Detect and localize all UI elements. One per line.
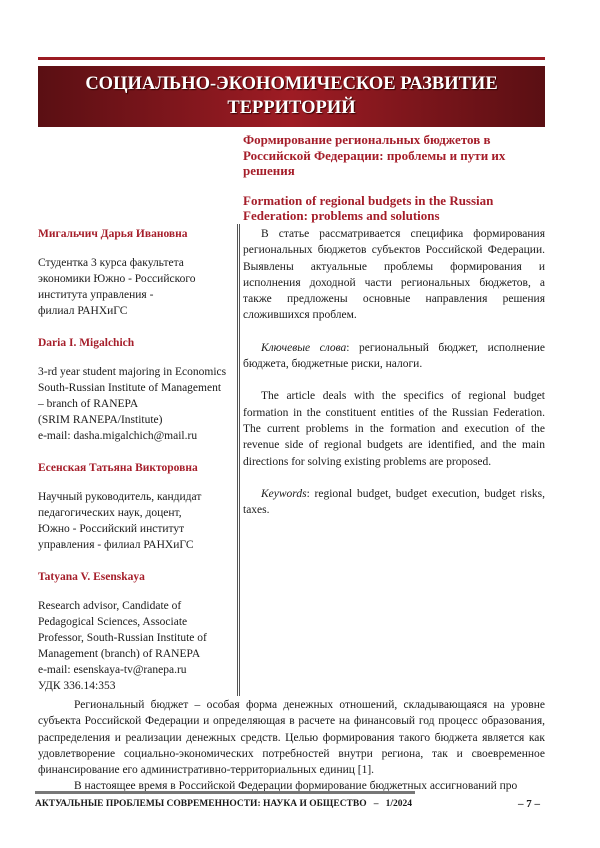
abstract-en: The article deals with the specifics of regional budget formation in the constituent entities of the Russian Federation. The current problems in the formation and execution of the revenue side of regional budgets are identified, and the main directions for solving existing problems are proposed.	[243, 388, 545, 469]
page-number: – 7 –	[518, 798, 540, 810]
keywords-ru-label: Ключевые слова	[261, 342, 346, 354]
keywords-ru	[243, 340, 545, 373]
author-info: 3-rd year student majoring in Economics South-Russian Institute of Management – branch of RANEPA (SRIM RANEPA/Institute) e-mail: dasha.migalchich@mail.ru	[38, 364, 238, 444]
keywords-en-label: Keywords	[261, 488, 307, 500]
keywords-en-text: : regional budget, budget execution, budget risks, taxes.	[243, 488, 545, 516]
section-title-line1: СОЦИАЛЬНО-ЭКОНОМИЧЕСКОЕ РАЗВИТИЕ	[38, 72, 545, 96]
keywords-en	[243, 486, 545, 519]
footer-rule	[35, 791, 415, 794]
body-text	[38, 697, 545, 795]
author-info: Студентка 3 курса факультета экономики Южно - Российского институтa управления - филиал РАНХиГС	[38, 255, 238, 319]
section-title-line2: ТЕРРИТОРИЙ	[38, 96, 545, 120]
footer-journal: АКТУАЛЬНЫЕ ПРОБЛЕМЫ СОВРЕМЕННОСТИ: НАУКА И ОБЩЕСТВО – 1/2024	[35, 799, 412, 809]
udk-code: УДК 336.14:353	[38, 680, 115, 692]
author-info: Research advisor, Candidate of Pedagogical Sciences, Associate Professor, South-Russian Institute of Management (branch) of RANEPA e-mail: esenskaya-tv@ranepa.ru	[38, 598, 238, 678]
title-ru: Формирование региональных бюджетов в Российской Федерации: проблемы и пути их решения	[243, 132, 548, 179]
authors-column	[38, 226, 238, 694]
abstract-column	[243, 226, 545, 534]
section-banner	[38, 66, 545, 127]
author-info: Научный руководитель, кандидат педагогических наук, доцент, Южно - Российский институт управления - филиал РАНХиГС	[38, 489, 238, 553]
paragraph: Региональный бюджет – особая форма денежных отношений, складывающаяся на уровне субъекта Российской Федерации и определяющая в расчете на финансовый год процесс образования, распределения и реализации денежных средств. Целью формирования такого бюджета является как удовлетворение социально-экономических потребностей внутри региона, так и своевременное финансирование его административно-территориальных единиц [1].	[38, 697, 545, 778]
journal-page	[0, 0, 600, 848]
header-rule	[38, 57, 545, 60]
paragraph: В настоящее время в Российской Федерации формирование бюджетных ассигнований про	[38, 778, 545, 794]
author-name: Мигальчич Дарья Ивановна	[38, 226, 238, 242]
title-en: Formation of regional budgets in the Russian Federation: problems and solutions	[243, 193, 548, 224]
author-name: Daria I. Migalchich	[38, 335, 238, 351]
author-name: Tatyana V. Esenskaya	[38, 569, 238, 585]
author-name: Есенская Татьяна Викторовна	[38, 460, 238, 476]
keywords-ru-text: : региональный бюджет, исполнение бюджета, бюджетные риски, налоги.	[243, 342, 545, 370]
article-titles	[243, 132, 548, 234]
abstract-ru: В статье рассматривается специфика формирования региональных бюджетов субъектов Российской Федерации. Выявлены актуальные проблемы формирования и исполнения доходной части региональных бюджетов, а также предложены основные направления решения сложившихся проблем.	[243, 226, 545, 324]
